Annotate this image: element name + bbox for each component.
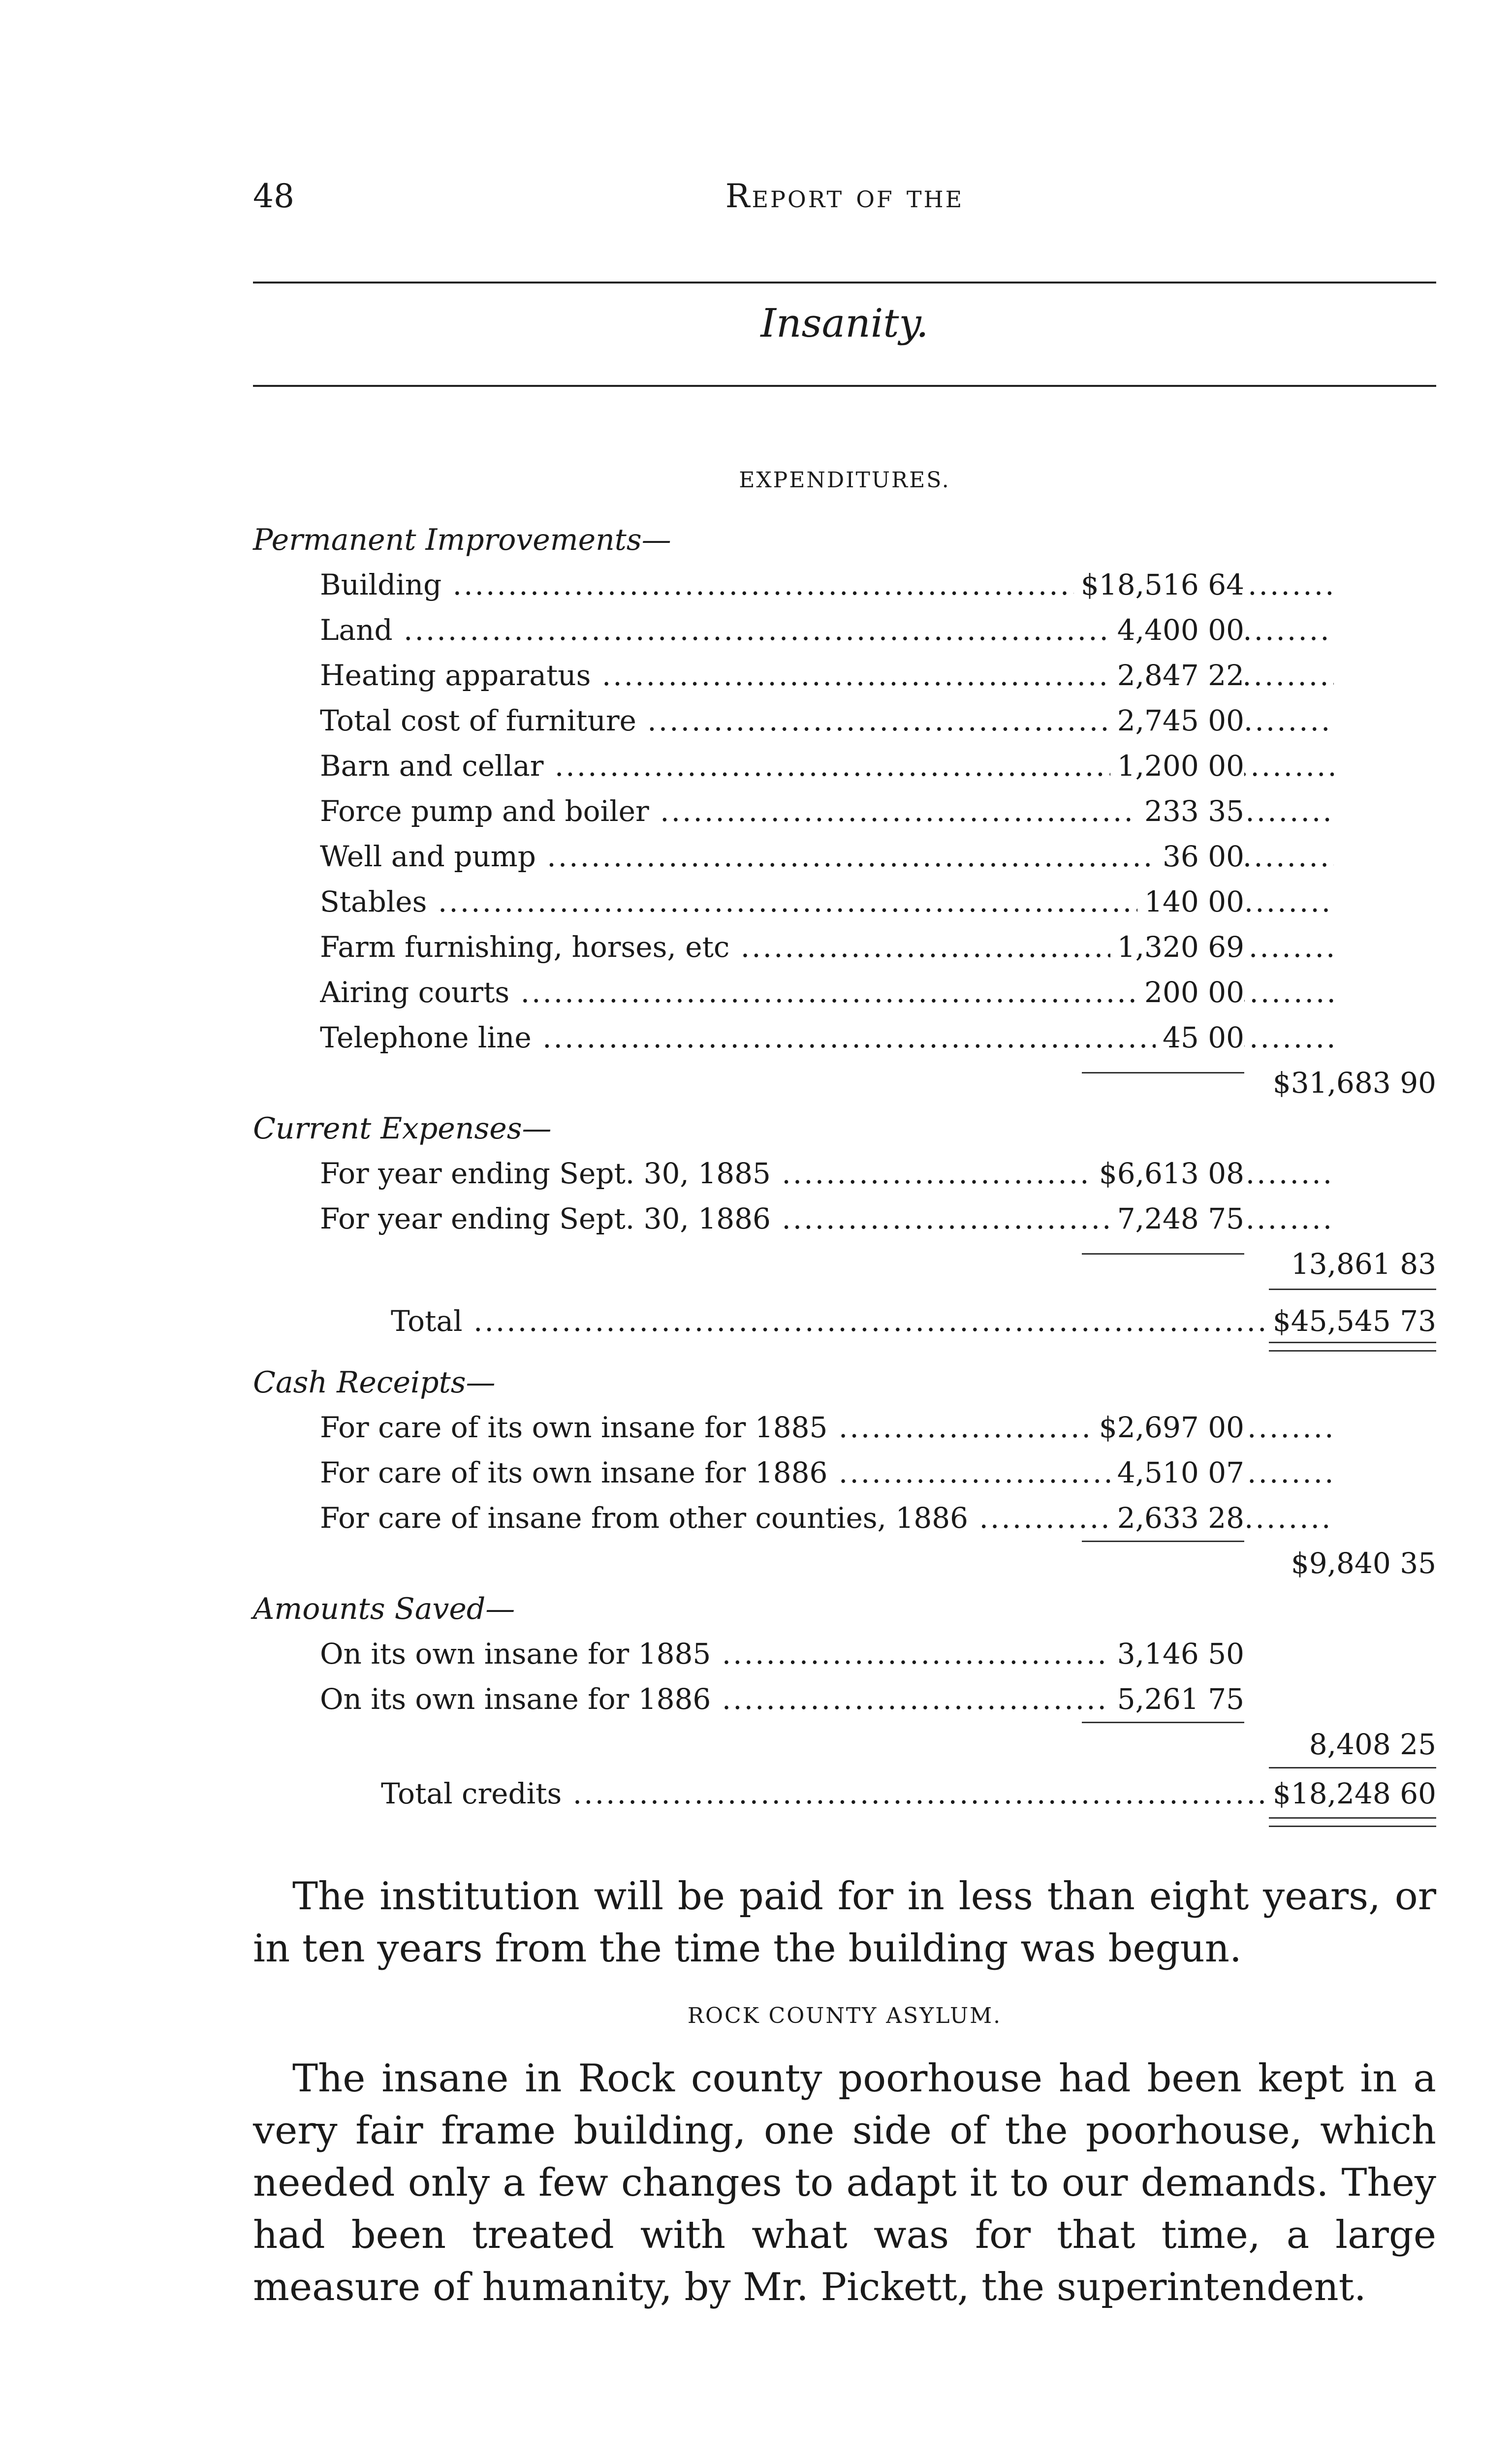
saved-subtotal: 8,408 25 (1302, 1728, 1436, 1761)
item-label: For year ending Sept. 30, 1886 ..... (320, 1202, 1334, 1235)
ledger-row (253, 789, 1436, 834)
top-rule (253, 282, 1436, 284)
cash-receipts-heading: Cash Receipts— (253, 1365, 496, 1400)
item-amount: 1,200 00 (1110, 749, 1244, 783)
ledger-row (253, 834, 1436, 879)
current-expenses-heading: Current Expenses— (253, 1111, 552, 1146)
item-amount: $2,697 00 (1092, 1411, 1244, 1444)
item-amount: 200 00 (1137, 976, 1244, 1009)
item-label: Building ..... (320, 568, 1334, 601)
item-amount: 233 35 (1137, 794, 1244, 828)
page-number: 48 (253, 177, 294, 215)
item-label: For care of insane from other counties, 1886 ..... (320, 1501, 1334, 1535)
column-rule (1082, 1253, 1244, 1255)
ledger-row (253, 1495, 1436, 1541)
total-credits-amount: $18,248 60 (1266, 1777, 1436, 1810)
item-amount: 2,847 22 (1110, 659, 1244, 692)
item-label: On its own insane for 1885 ..... (320, 1637, 1132, 1671)
ledger-row (253, 970, 1436, 1015)
item-amount: 2,633 28 (1110, 1501, 1244, 1535)
permanent-subtotal: $31,683 90 (1266, 1066, 1436, 1100)
item-amount: 4,510 07 (1110, 1456, 1244, 1489)
ledger-row (253, 1196, 1436, 1241)
subtotal-row (253, 1241, 1436, 1287)
ledger-row (253, 653, 1436, 698)
rock-county-heading: ROCK COUNTY ASYLUM. (687, 2003, 1002, 2028)
section-title: Insanity. (760, 300, 929, 346)
total-credits-row (253, 1767, 1436, 1825)
item-amount: 7,248 75 (1110, 1202, 1244, 1235)
total-credits-double-rule (1269, 1817, 1436, 1827)
item-amount: 1,320 69 (1110, 930, 1244, 964)
item-label: For care of its own insane for 1886 ..... (320, 1456, 1334, 1489)
total-row (253, 1287, 1436, 1345)
amounts-saved-heading: Amounts Saved— (253, 1592, 515, 1626)
ledger-row (253, 879, 1436, 924)
permanent-improvements-heading: Permanent Improvements— (253, 523, 671, 557)
ledger-row (253, 1450, 1436, 1495)
item-amount: 4,400 00 (1110, 613, 1244, 647)
column-rule (1082, 1722, 1244, 1723)
total-double-rule (1269, 1342, 1436, 1352)
item-label: Heating apparatus ..... (320, 659, 1334, 692)
item-label: Farm furnishing, horses, etc ..... (320, 930, 1334, 964)
total-credits-label: Total credits ..... (381, 1777, 1306, 1810)
item-label: Force pump and boiler ..... (320, 794, 1334, 828)
current-subtotal: 13,861 83 (1284, 1247, 1436, 1281)
item-amount: 5,261 75 (1110, 1682, 1244, 1716)
item-label: Barn and cellar ..... (320, 749, 1334, 783)
institution-paragraph (253, 1870, 1436, 1975)
ledger-row (253, 698, 1436, 743)
expenditures-ledger (253, 517, 1436, 1825)
total-amount: $45,545 73 (1266, 1304, 1436, 1338)
category-heading-row (253, 1105, 1436, 1151)
item-label: Stables ..... (320, 885, 1334, 918)
category-heading-row (253, 1359, 1436, 1405)
column-rule (1082, 1541, 1244, 1542)
paragraph-text: The insane in Rock county poorhouse had been kept in a very fair frame building, one side of the poorhouse, which needed only a few changes to adapt it to our demands. They had been treated with what was for that time, a large measure of humanity, by Mr. Pickett, the superintendent. (253, 2056, 1436, 2309)
item-amount: $18,516 64 (1074, 568, 1244, 601)
ledger-row (253, 562, 1436, 607)
ledger-row (253, 1631, 1436, 1676)
item-label: Telephone line ..... (320, 1021, 1334, 1054)
subtotal-row (253, 1541, 1436, 1586)
item-amount: 140 00 (1137, 885, 1244, 918)
item-label: For care of its own insane for 1885 ..... (320, 1411, 1334, 1444)
total-label: Total ..... (391, 1304, 1316, 1338)
category-heading-row (253, 517, 1436, 562)
ledger-row (253, 1676, 1436, 1722)
paragraph-text: The institution will be paid for in less than eight years, or in ten years from the time the building was begun. (253, 1874, 1436, 1971)
item-label: On its own insane for 1886 ..... (320, 1682, 1132, 1716)
item-amount: 2,745 00 (1110, 704, 1244, 737)
subtotal-row (253, 1060, 1436, 1105)
ledger-row (253, 1151, 1436, 1196)
expenditures-heading: EXPENDITURES. (739, 468, 950, 493)
item-amount: 3,146 50 (1110, 1637, 1244, 1671)
page-header (253, 177, 1436, 221)
ledger-row (253, 1015, 1436, 1060)
item-label: Total cost of furniture ..... (320, 704, 1334, 737)
section-rule (253, 385, 1436, 387)
ledger-row (253, 743, 1436, 789)
item-label: For year ending Sept. 30, 1885 ..... (320, 1157, 1334, 1190)
ledger-row (253, 1405, 1436, 1450)
subtotal-row (253, 1722, 1436, 1767)
item-label: Airing courts ..... (320, 976, 1334, 1009)
item-label: Well and pump ..... (320, 840, 1334, 873)
ledger-row (253, 607, 1436, 653)
item-amount: 45 00 (1156, 1021, 1244, 1054)
ledger-row (253, 924, 1436, 970)
item-amount: $6,613 08 (1092, 1157, 1244, 1190)
item-label: Land ..... (320, 613, 1334, 647)
receipts-subtotal: $9,840 35 (1284, 1546, 1436, 1580)
item-amount: 36 00 (1156, 840, 1244, 873)
rock-county-paragraph (253, 2052, 1436, 2313)
category-heading-row (253, 1586, 1436, 1631)
running-title: Report of the (725, 177, 964, 215)
column-rule (1082, 1072, 1244, 1073)
